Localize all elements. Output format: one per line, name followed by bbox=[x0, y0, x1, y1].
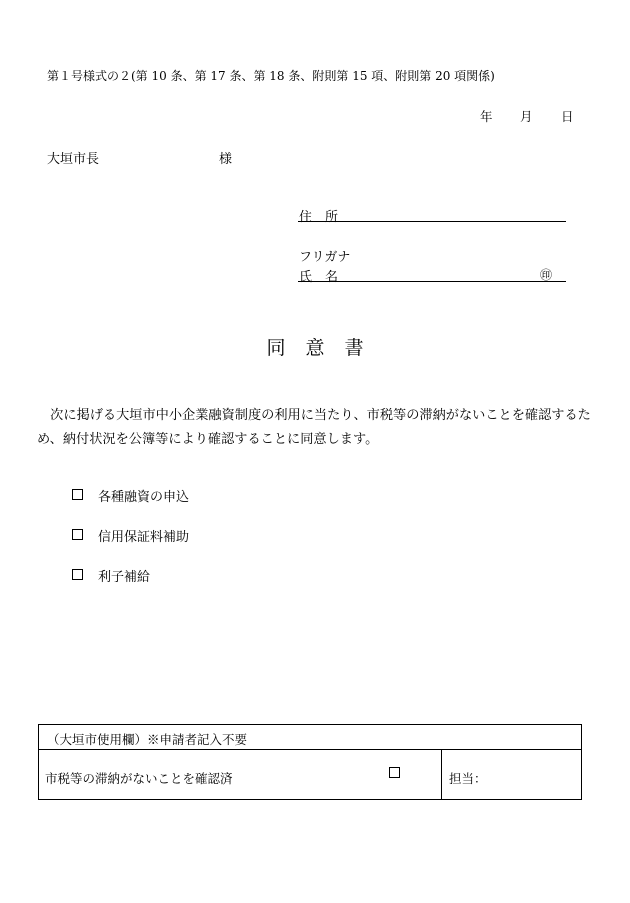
date-day-label: 日 bbox=[561, 109, 574, 124]
option-label: 各種融資の申込 bbox=[98, 490, 190, 505]
seal-mark: ㊞ bbox=[540, 268, 553, 282]
office-use-header-text: （大垣市使用欄）※申請者記入不要 bbox=[47, 732, 248, 747]
checkbox-icon[interactable] bbox=[72, 569, 84, 581]
document-title: 同意書 bbox=[266, 337, 384, 359]
option-loan-application[interactable] bbox=[72, 486, 189, 505]
consent-body-text: 次に掲げる大垣市中小企業融資制度の利用に当たり、市税等の滞納がないことを確認するため、納付状況を公簿等により確認することに同意します。 bbox=[37, 408, 591, 447]
option-label: 利子補給 bbox=[98, 570, 151, 585]
checkbox-icon[interactable] bbox=[72, 489, 84, 501]
form-number: 第１号様式の２(第 10 条、第 17 条、第 18 条、附則第 15 項、附則第 20 項関係) bbox=[47, 69, 495, 83]
tax-confirm-label: 市税等の滞納がないことを確認済 bbox=[45, 771, 233, 786]
checkbox-icon[interactable] bbox=[72, 529, 84, 541]
table-divider bbox=[441, 750, 442, 800]
furigana-label: フリガナ bbox=[299, 250, 351, 265]
addressee-name: 大垣市長 bbox=[47, 152, 100, 167]
option-interest-subsidy[interactable] bbox=[72, 566, 150, 585]
name-field[interactable] bbox=[298, 281, 566, 282]
option-guarantee-subsidy[interactable] bbox=[72, 526, 189, 545]
address-label: 住 所 bbox=[299, 210, 339, 225]
office-use-table bbox=[38, 724, 582, 800]
option-label: 信用保証料補助 bbox=[98, 530, 190, 545]
date-month-label: 月 bbox=[520, 109, 533, 124]
addressee-honorific: 様 bbox=[219, 152, 233, 167]
tax-confirm-checkbox-icon[interactable] bbox=[389, 767, 401, 779]
date-year-label: 年 bbox=[480, 109, 493, 124]
address-field[interactable] bbox=[298, 221, 566, 222]
name-label: 氏 名 bbox=[299, 270, 339, 285]
office-use-header bbox=[39, 725, 581, 750]
staff-label: 担当： bbox=[449, 771, 487, 786]
